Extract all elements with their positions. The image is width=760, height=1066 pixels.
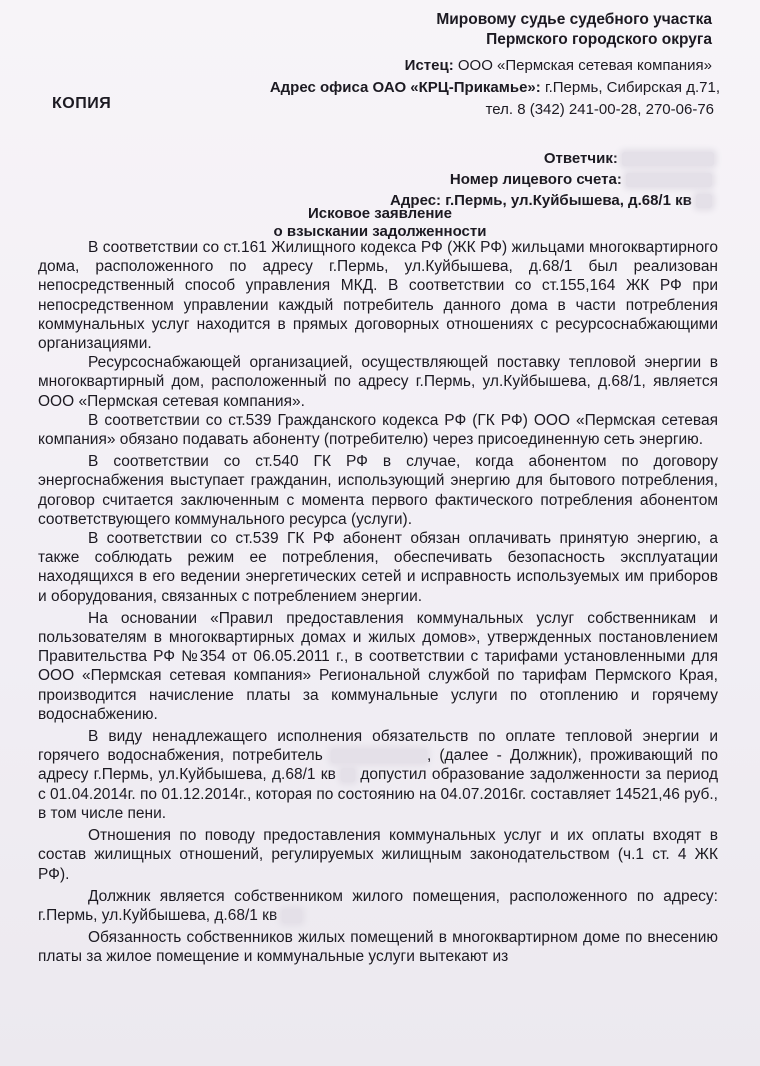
document-title-line2: о взыскании задолженности	[273, 223, 487, 240]
office-value: г.Пермь, Сибирская д.71,	[544, 79, 720, 96]
plaintiff-label: Истец:	[404, 57, 454, 74]
redacted-account	[626, 173, 712, 187]
document-title-line1: Исковое заявление	[308, 205, 452, 222]
owner-text: Должник является собственником жилого помещения, расположенного по адресу: г.Пермь, ул.Куйбышева, д.68/1 кв	[38, 887, 718, 924]
redacted-apartment-3	[282, 909, 302, 923]
redacted-debtor	[331, 749, 427, 763]
paragraph-owner	[38, 887, 718, 925]
plaintiff-value: ООО «Пермская сетевая компания»	[457, 57, 712, 74]
paragraph-debt	[38, 727, 718, 823]
plaintiff-line	[405, 56, 712, 75]
office-line	[270, 78, 720, 97]
paragraph-4: В соответствии со ст.540 ГК РФ в случае, когда абонентом по договору энергоснабжения выступает гражданин, использующий энергию для бытового потребления, договор считается заключенным с момента первого фактического потребления абонентом соответствующего коммунального ресурса (услуги).	[38, 453, 718, 528]
account-line	[450, 170, 712, 189]
debt-part3: допустил образование задолженности за период с 01.04.2014г. по 01.12.2014г., которая по состоянию на 04.07.2016г. составляет 14521,46 руб., в том числе пени.	[38, 766, 718, 822]
account-label: Номер лицевого счета:	[449, 171, 622, 188]
paragraph-6: На основании «Правил предоставления коммунальных услуг собственникам и пользователям в многоквартирных домах и жилых домов», утвержденных постановлением Правительства РФ №354 от 06.05.2011 г., в соответствии с тарифами установленными для ООО «Пермская сетевая компания» Региональной службой по тарифам Пермского Края, производится начисление платы за коммунальные услуги по отоплению и горячему водоснабжению.	[38, 609, 718, 723]
paragraph-2: Ресурсоснабжающей организацией, осуществляющей поставку тепловой энергии в многоквартирный дом, расположенный по адресу г.Пермь, ул.Куйбышева, д.68/1, является ООО «Пермская сетевая компания».	[38, 354, 718, 410]
copy-mark: КОПИЯ	[52, 95, 112, 112]
paragraph-3: В соответствии со ст.539 Гражданского кодекса РФ (ГК РФ) ООО «Пермская сетевая компания» обязано подавать абоненту (потребителю) через присоединенную сеть энергию.	[38, 411, 718, 449]
paragraph-last: Обязанность собственников жилых помещений в многоквартирном доме по внесению платы за жилое помещение и коммунальные услуги вытекают из	[38, 929, 718, 966]
addressee-line1: Мировому судье судебного участка	[436, 11, 712, 28]
defendant-label: Ответчик:	[543, 150, 618, 167]
address-label: Адрес: г.Пермь, ул.Куйбышева, д.68/1 кв	[390, 192, 692, 209]
office-label: Адрес офиса ОАО «КРЦ-Прикамье»:	[269, 79, 541, 96]
paragraph-relations: Отношения по поводу предоставления коммунальных услуг и их оплаты входят в состав жилищных отношений, регулируемых жилищным законодательством (ч.1 ст. 4 ЖК РФ).	[38, 827, 718, 883]
debt-part1: В виду ненадлежащего исполнения обязательств по оплате тепловой энергии и горячего водоснабжения, потребитель	[38, 728, 718, 765]
paragraph-1: В соответствии со ст.161 Жилищного кодекса РФ (ЖК РФ) жильцами многоквартирного дома, расположенного по адресу г.Пермь, ул.Куйбышева, д.68/1 был реализован непосредственный способ управления МКД. В соответствии со ст.155,164 ЖК РФ при непосредственном управлении каждый потребитель данного дома в части потребления коммунальных услуг находится в прямых договорных отношениях с ресурсоснабжающими организациями.	[38, 239, 718, 353]
defendant-line	[544, 149, 714, 168]
paragraph-5: В соответствии со ст.539 ГК РФ абонент обязан оплачивать принятую энергию, а также соблюдать режим ее потребления, обеспечивать безопасность эксплуатации находящихся в его ведении энергетических сетей и исправность используемых им приборов и оборудования, связанных с потреблением энергии.	[38, 530, 718, 605]
addressee-line2: Пермского городского округа	[486, 31, 712, 48]
document-body	[38, 238, 718, 967]
redacted-name	[622, 152, 714, 166]
redacted-apartment-2	[341, 768, 355, 782]
debt-part2: , (далее - Должник), проживающий по адресу г.Пермь, ул.Куйбышева, д.68/1 кв	[38, 747, 718, 784]
phone-line: тел. 8 (342) 241-00-28, 270-06-76	[485, 101, 714, 118]
